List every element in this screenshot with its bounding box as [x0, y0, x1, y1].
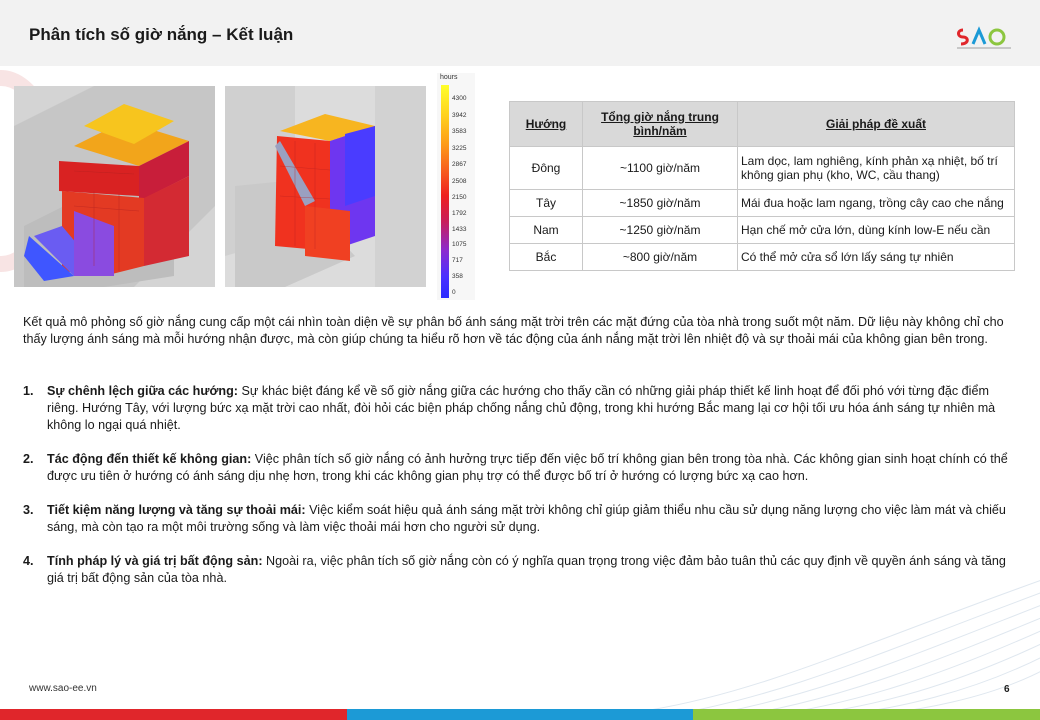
orientation-solutions-table	[509, 101, 1015, 271]
cell-orientation: Tây	[510, 190, 583, 217]
decorative-wave-lines	[650, 560, 1040, 720]
page-number: 6	[1004, 684, 1010, 695]
company-logo	[955, 26, 1013, 52]
cell-solution: Lam dọc, lam nghiêng, kính phản xạ nhiệt, bố trí không gian phụ (kho, WC, cầu thang)	[738, 147, 1015, 190]
list-item-text: Ngoài ra, việc phân tích số giờ nắng còn có ý nghĩa quan trọng trong việc đảm bảo tuân thủ các quy định về quyền ánh sáng và tăng giá trị bất động sản của tòa nhà.	[47, 554, 1006, 585]
footer-color-stripes	[0, 709, 1040, 720]
sun-hours-color-legend	[437, 73, 475, 300]
legend-gradient-bar	[441, 85, 449, 298]
column-header-sun-hours: Tổng giờ nắng trung bình/năm	[583, 102, 738, 147]
cell-solution: Hạn chế mở cửa lớn, dùng kính low-E nếu cần	[738, 217, 1015, 244]
legend-label: 2867	[452, 161, 467, 168]
footer-website-link[interactable]: www.sao-ee.vn	[29, 683, 97, 694]
table-header-row	[510, 102, 1015, 147]
list-item	[23, 502, 1013, 536]
cell-sun-hours: ~800 giờ/năm	[583, 244, 738, 271]
stripe-green	[693, 709, 1040, 720]
list-item-title: Tính pháp lý và giá trị bất động sản:	[47, 554, 263, 568]
sun-hours-model-image-2	[225, 86, 426, 287]
list-number: 2.	[23, 452, 34, 466]
legend-label: 3225	[452, 145, 467, 152]
intro-paragraph: Kết quả mô phỏng số giờ nắng cung cấp một cái nhìn toàn diện về sự phân bố ánh sáng mặt trời trên các mặt đứng của tòa nhà trong suốt một năm. Dữ liệu này không chỉ cho thấy lượng ánh sáng mà mỗi hướng nhận được, mà còn giúp chúng ta hiểu rõ hơn về tác động của ánh nắng mặt trời lên nhiệt độ và sự thoải mái của không gian bên trong.	[23, 315, 1004, 346]
table-row	[510, 217, 1015, 244]
legend-label: 1075	[452, 241, 467, 248]
legend-label: 1433	[452, 226, 467, 233]
legend-label: 4300	[452, 95, 467, 102]
cell-orientation: Bắc	[510, 244, 583, 271]
stripe-red	[0, 709, 347, 720]
slide-title: Phân tích số giờ nắng – Kết luận	[29, 25, 294, 44]
legend-label: 2508	[452, 178, 467, 185]
cell-solution: Có thể mở cửa sổ lớn lấy sáng tự nhiên	[738, 244, 1015, 271]
list-item-text: Việc kiểm soát hiệu quả ánh sáng mặt trời không chỉ giúp giảm thiểu nhu cầu sử dụng năng lượng cho việc làm mát và chiếu sáng, mà còn tạo ra một môi trường sống và làm việc thoải mái hơn cho người sử dụng.	[47, 503, 1006, 534]
legend-label: 3583	[452, 128, 467, 135]
legend-label: 2150	[452, 194, 467, 201]
cell-solution: Mái đua hoặc lam ngang, trồng cây cao che nắng	[738, 190, 1015, 217]
list-item-text: Sự khác biệt đáng kể về số giờ nắng giữa các hướng cho thấy cần có những giải pháp thiết kế linh hoạt để đối phó với từng đặc điểm riêng. Hướng Tây, với lượng bức xạ mặt trời cao nhất, đòi hỏi các biện pháp chống nắng chủ động, trong khi hướng Bắc mang lại cơ hội tối ưu hóa ánh sáng tự nhiên mà không lo ngại quá nhiệt.	[47, 384, 996, 432]
cell-sun-hours: ~1850 giờ/năm	[583, 190, 738, 217]
list-item	[23, 383, 1013, 434]
cell-sun-hours: ~1250 giờ/năm	[583, 217, 738, 244]
table-row	[510, 244, 1015, 271]
list-number: 1.	[23, 384, 34, 398]
legend-label: 358	[452, 273, 463, 280]
list-number: 3.	[23, 503, 34, 517]
list-item-text: Việc phân tích số giờ nắng có ảnh hưởng trực tiếp đến việc bố trí không gian bên trong tòa nhà. Các không gian sinh hoạt chính có thể được ưu tiên ở hướng có ánh sáng dịu nhẹ hơn, trong khi các không gian phụ trợ có thể được bố trí ở hướng có lượng bức xạ cao hơn.	[47, 452, 1008, 483]
legend-label: 3942	[452, 112, 467, 119]
legend-label: 1792	[452, 210, 467, 217]
list-item-title: Sự chênh lệch giữa các hướng:	[47, 384, 238, 398]
legend-label: 717	[452, 257, 463, 264]
list-number: 4.	[23, 554, 34, 568]
cell-orientation: Nam	[510, 217, 583, 244]
list-item	[23, 451, 1013, 485]
legend-title: hours	[440, 74, 458, 81]
table-row	[510, 147, 1015, 190]
table-row	[510, 190, 1015, 217]
column-header-orientation: Hướng	[510, 102, 583, 147]
cell-orientation: Đông	[510, 147, 583, 190]
column-header-solution: Giải pháp đề xuất	[738, 102, 1015, 147]
stripe-blue	[347, 709, 693, 720]
list-item-title: Tiết kiệm năng lượng và tăng sự thoải mái:	[47, 503, 306, 517]
cell-sun-hours: ~1100 giờ/năm	[583, 147, 738, 190]
sun-hours-model-image-1	[14, 86, 215, 287]
legend-label: 0	[452, 289, 456, 296]
list-item-title: Tác động đến thiết kế không gian:	[47, 452, 252, 466]
